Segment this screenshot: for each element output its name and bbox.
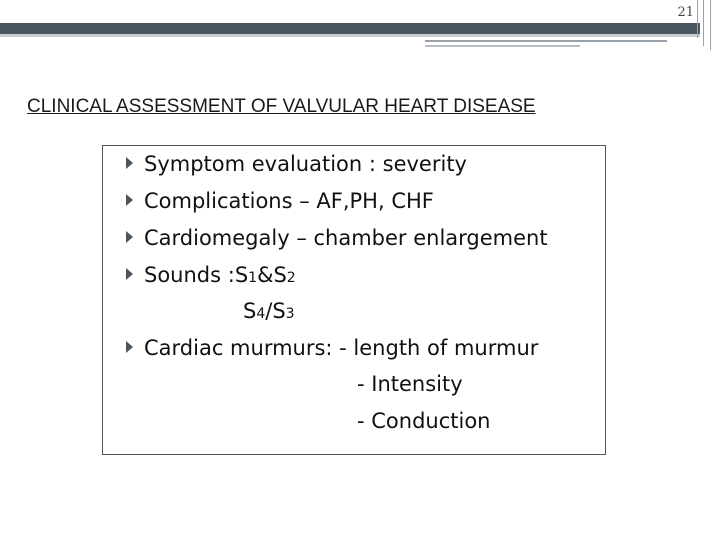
sounds-continuation: S4/S3 <box>243 299 295 323</box>
murmur-intensity: - Intensity <box>357 372 463 396</box>
bullet-arrow-icon <box>126 157 133 169</box>
header-rule-1 <box>425 40 667 42</box>
slide-title: CLINICAL ASSESSMENT OF VALVULAR HEART DISEASE <box>27 96 536 117</box>
header-bar-accent <box>0 34 700 37</box>
header-rule-2 <box>425 45 580 47</box>
bullet-text: Symptom evaluation : severity <box>144 152 467 176</box>
murmur-conduction: - Conduction <box>357 409 491 433</box>
bullet-arrow-icon <box>126 268 133 280</box>
bullet-text: Cardiomegaly – chamber enlargement <box>144 226 548 250</box>
bullet-text: Sounds :S1&S2 <box>144 263 296 287</box>
bullet-arrow-icon <box>126 341 133 353</box>
header-vertical-rule-3 <box>710 0 711 50</box>
bullet-text: Cardiac murmurs: - length of murmur <box>144 336 539 360</box>
header-bar <box>0 23 700 34</box>
bullet-arrow-icon <box>126 231 133 243</box>
bullet-text: Complications – AF,PH, CHF <box>144 189 434 213</box>
bullet-arrow-icon <box>126 194 133 206</box>
header-vertical-rule-1 <box>697 0 698 38</box>
slide-number: 21 <box>677 5 694 20</box>
header-vertical-rule-2 <box>703 0 704 46</box>
